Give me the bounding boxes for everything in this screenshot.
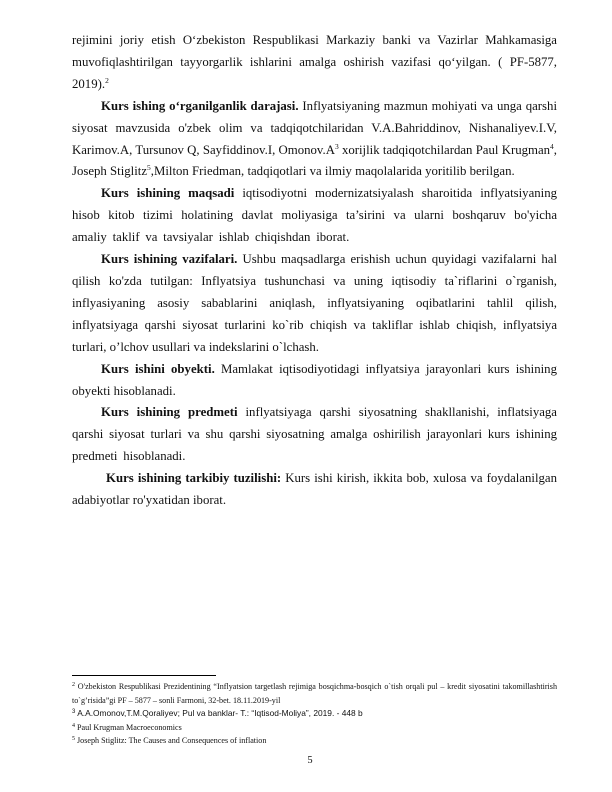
paragraph-text: ,Milton Friedman, tadqiqotlari va ilmiy maqolalarida yoritilib berilgan. (150, 164, 515, 179)
footnote-number: 3 (72, 709, 76, 716)
paragraph-text: Inflyatsiyaning mazmun mohiyati va unga qarshi siyosat mavzusida o'zbek olim va tadqiqotchilaridan V.A.Bahriddinov, Nishanaliyev.I.V, Karimov.A, Tursunov Q, Sayfiddinov.I, Omonov.A (72, 98, 557, 157)
paragraph-text: Mamlakat iqtisodiyotidagi inflyatsiya jarayonlari kurs ishining obyekti hisoblanadi. (72, 361, 557, 398)
paragraph-text: Kurs ishi kirish, ikkita bob, xulosa va foydalanilgan adabiyotlar ro'yxatidan iborat. (72, 471, 557, 508)
paragraph-heading: Kurs ishining predmeti (101, 405, 238, 420)
footnote-ref: 2 (105, 75, 109, 85)
footnotes (72, 680, 557, 748)
footnote (72, 734, 557, 748)
footnote (72, 707, 557, 721)
paragraph-text: Ushbu maqsadlarga erishish uchun quyidagi vazifalarni hal qilish ko'zda tutilgan: Inflyatsiya tushunchasi va uning iqtisodiy ta`riflarini o`rganish, inflyasiyaning asosiy sabablarini aniqlash, inflyatsiyaning oqibatlarini tahlil qilish, inflyatsiyaga qarshi siyosat turlarini ko`rib chiqish va takliflar ishlab chiqish, inflyatsiya turlari, o’lchov usullari va indekslarini o`lchash. (72, 252, 557, 354)
paragraph-object (72, 359, 557, 403)
footnote-ref: 3 (334, 141, 339, 151)
paragraph-continuation (72, 30, 557, 96)
paragraph-text: rejimini joriy etish O‘zbekiston Respublikasi Markaziy banki va Vazirlar Mahkamasiga muvofiqlashtirilgan tayyorgarlik ishlarini amalga oshirish vazifasi qo‘yilgan. ( PF-5877, 2019). (72, 33, 557, 91)
paragraph-text: , Joseph Stiglitz (72, 142, 557, 179)
paragraph-heading: Kurs ishining tarkibiy tuzilishi: (106, 471, 282, 486)
body-text (72, 30, 557, 512)
footnote (72, 680, 557, 707)
footnote-text: Paul Krugman Macroeconomics (75, 722, 182, 732)
paragraph-text: iqtisodiyotni modernizatsiyalash sharoitida inflyatsiyaning hisob kitob tizimi holatining davlat moliyasiga ta’sirini va ularni boshqaruv bo'yicha amaliy taklif va tavsiyalar ishlab chiqishdan iborat. (72, 186, 557, 245)
footnote (72, 721, 557, 735)
footnote-separator (72, 675, 216, 676)
footnote-number: 2 (72, 682, 75, 688)
paragraph-subject (72, 402, 557, 468)
paragraph-research-degree (72, 96, 557, 184)
paragraph-heading: Kurs ishining vazifalari. (101, 252, 238, 267)
paragraph-text: xorijlik tadqiqotchilardan Paul Krugman (338, 142, 551, 157)
paragraph-goal (72, 183, 557, 249)
paragraph-structure (72, 468, 557, 512)
page-number: 5 (307, 755, 313, 766)
footnote-ref: 4 (550, 141, 554, 151)
footnote-text: Joseph Stiglitz: The Causes and Consequences of inflation (75, 736, 267, 746)
paragraph-heading: Kurs ishining maqsadi (101, 186, 235, 201)
footnote-text: A.A.Omonov,T.M.Qoraliyev; Pul va banklar- T.: “Iqtisod-Moliya”, 2019. - 448 b (75, 708, 363, 719)
paragraph-tasks (72, 249, 557, 359)
footnote-text: O'zbekiston Respublikasi Prezidentining “Inflyatsion targetlash rejimiga bosqichma-bosqich o`tish orqali pul – kredit siyosatini takomillashtirish to`g’risida”gi PF – 5877 – sonli Farmoni, 32-bet. 18.11.2019-yil (72, 682, 557, 705)
footnote-ref: 5 (147, 163, 151, 173)
paragraph-heading: Kurs ishing o‘rganilganlik darajasi. (101, 98, 299, 113)
paragraph-text: inflyatsiyaga qarshi siyosatning shakllanishi, inflatsiyaga qarshi siyosat turlari va shu qarshi siyosatning amalga oshirilish jarayonlari kurs ishining predmeti hisoblanadi. (72, 405, 557, 464)
paragraph-heading: Kurs ishini obyekti. (101, 361, 215, 376)
footnote-number: 4 (72, 722, 75, 729)
footnote-number: 5 (72, 736, 75, 743)
